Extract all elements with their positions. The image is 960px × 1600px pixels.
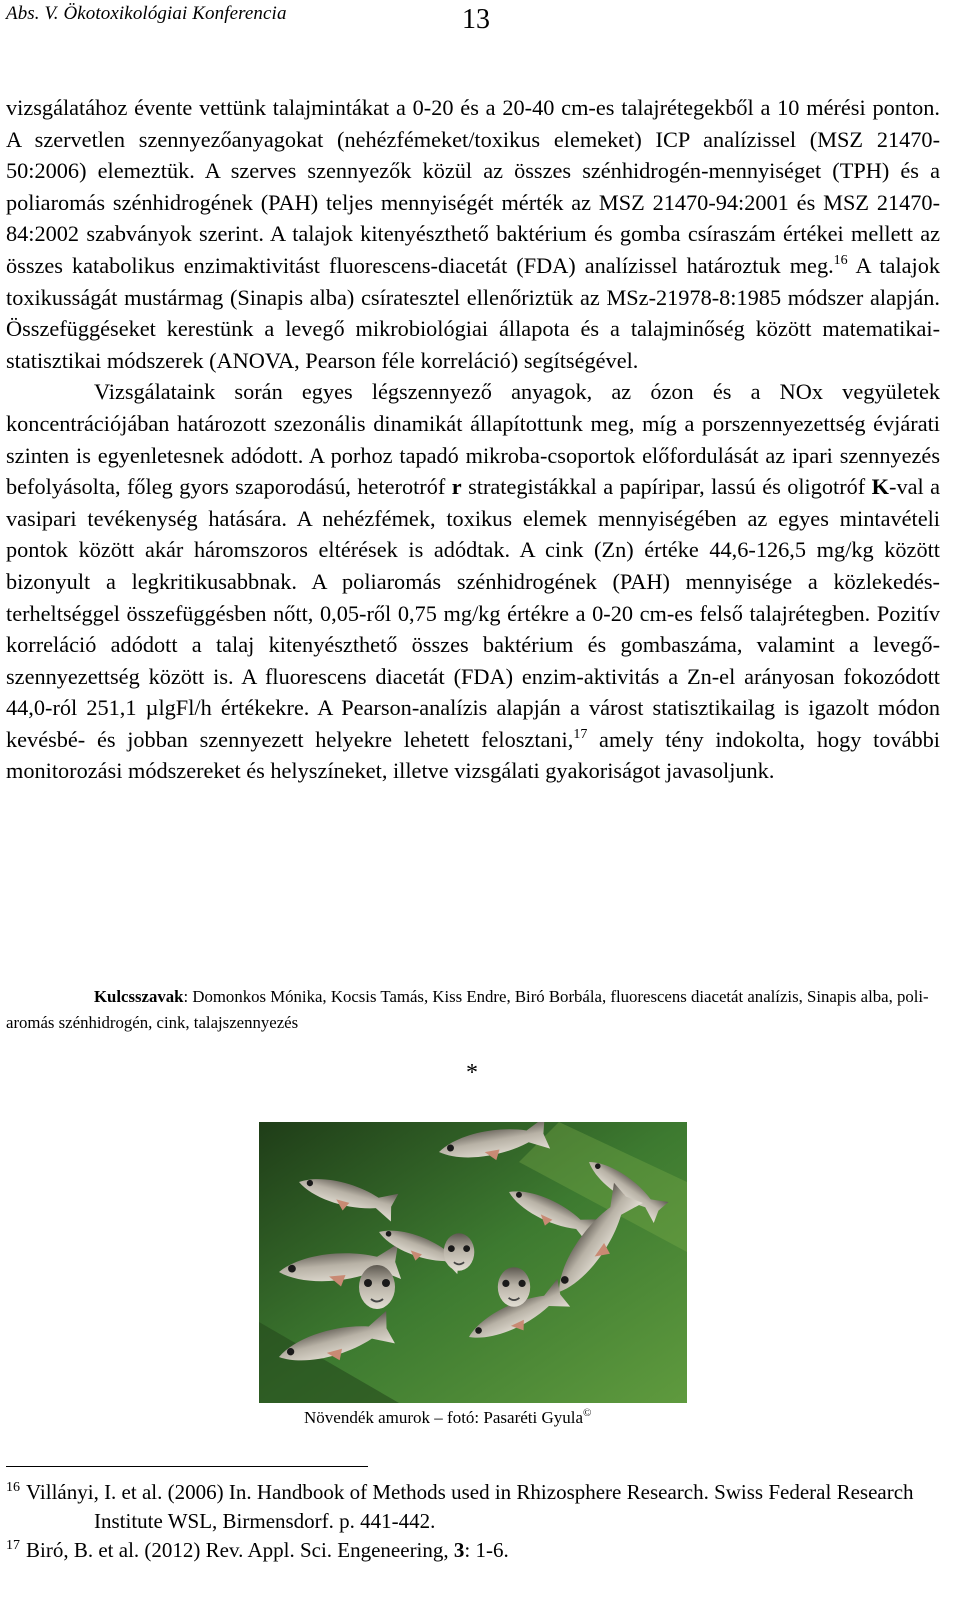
running-head: Abs. V. Ökotoxikológiai Konferencia bbox=[6, 3, 287, 24]
footnote-divider bbox=[6, 1466, 368, 1467]
footnote-ref-17[interactable]: 17 bbox=[573, 726, 588, 742]
copyright-symbol: © bbox=[583, 1407, 592, 1419]
footnote-17: 17 Biró, B. et al. (2012) Rev. Appl. Sci. Engeneering, 3: 1-6. bbox=[6, 1538, 509, 1562]
paragraph-results bbox=[6, 376, 940, 787]
keywords bbox=[6, 984, 946, 1036]
paragraph-results-text-2: strategistákkal a papíripar, lassú és oligotróf bbox=[461, 474, 872, 500]
figure-caption-text: Növendék amurok – fotó: Pasaréti Gyula bbox=[304, 1408, 584, 1427]
footnote-16: 16 Villányi, I. et al. (2006) In. Handbook of Methods used in Rhizosphere Research. Swiss Federal Research Institute WSL, Birmensdorf. p. 441-442. bbox=[6, 1480, 914, 1533]
section-separator: * bbox=[466, 1060, 478, 1086]
keywords-label: Kulcsszavak bbox=[94, 987, 184, 1006]
k-strategist-symbol: K bbox=[871, 474, 890, 500]
paragraph-methods-text: vizsgálatához évente vettünk talajmintákat a 0-20 és a 20-40 cm-es talajrétegekből a 10 mérési ponton. A szervetlen szennyezőanyagokat (nehézfémeket/toxikus elemeket) ICP analízissel (MSZ 21470-50:2006) elemeztük. A szerves szennyezők közül az összes szénhidrogén-mennyiséget (TPH) és a poliaromás szénhidrogének (PAH) teljes mennyiségét mérték az MSZ 21470-94:2001 és MSZ 21470-84:2002 szabványok szerint. A talajok kitenyészthető baktérium és gomba csíraszám értékei mellett az összes katabolikus enzimaktivitást fluorescens-diacetát (FDA) analízissel határoztuk meg. bbox=[6, 95, 940, 278]
fish-photo-illustration bbox=[259, 1122, 687, 1403]
footnotes bbox=[6, 1478, 946, 1565]
fish-photo bbox=[259, 1122, 687, 1403]
paragraph-methods-text-cont: A talajok toxikusságát mustármag (Sinapis alba) csíratesztel ellenőriztük az MSz-21978-8:1985 módszer alapján. Összefüggéseket kerestünk a levegő mikrobiológiai állapota és a talajminőség között matematikai-statisztikai módszerek (ANOVA, Pearson féle korreláció) segítségével. bbox=[6, 252, 940, 373]
footnote-pages: : 1-6. bbox=[464, 1538, 509, 1562]
page-number: 13 bbox=[462, 4, 490, 35]
paragraph-results-text: Vizsgálataink során egyes légszennyező anyagok, az ózon és a NOx vegyületek koncentrációjában határozott szezonális dinamikát állapítottunk meg, míg a porszennyezettség évjárati szinten is egyenletesnek adódott. A porhoz tapadó mikroba-csoportok előfordulását az ipari szennyezés befolyásolta, főleg gyors szaporodású, heterotróf bbox=[6, 379, 940, 500]
footnote-text: Villányi, I. et al. (2006) In. Handbook of Methods used in Rhizosphere Research. Swiss Federal Research Institute WSL, Birmensdorf. p. 441-442. bbox=[26, 1480, 914, 1533]
figure-caption bbox=[304, 1408, 591, 1428]
paragraph-methods bbox=[6, 92, 940, 376]
footnote-volume: 3 bbox=[453, 1538, 465, 1562]
footnote-ref-16[interactable]: 16 bbox=[833, 252, 848, 268]
footnote-text: Biró, B. et al. (2012) Rev. Appl. Sci. Engeneering, bbox=[26, 1538, 454, 1562]
paragraph-results-text-3: -val a vasipari tevékenység hatására. A nehézfémek, toxikus elemek mennyiségében az egyes mintavételi pontok között akár háromszoros eltérések is adódtak. A cink (Zn) értéke 44,6-126,5 mg/kg között bizonyult a legkritikusabbnak. A poliaromás szénhidrogének (PAH) mennyisége a közlekedés-terheltséggel összefüggésben nőtt, 0,05-ről 0,75 mg/kg értékre a 0-20 cm-es felső talajrétegben. Pozitív korreláció adódott a talaj kitenyészthető összes baktérium és gombaszáma, valamint a levegő-szennyezettség között is. A fluorescens diacetát (FDA) enzim-aktivitás a Zn-el arányosan fokozódott 44,0-ról 251,1 µlgFl/h értékekre. A Pearson-analízis alapján a várost statisztikailag is igazolt módon kevésbé- és jobban szennyezett helyekre lehetett felosztani, bbox=[6, 474, 941, 752]
body-text bbox=[6, 92, 940, 787]
keywords-text: : Domonkos Mónika, Kocsis Tamás, Kiss Endre, Biró Borbála, fluorescens diacetát analízis, Sinapis alba, poli-aromás szénhidrogén, cink, talajszennyezés bbox=[6, 987, 929, 1032]
r-strategist-symbol: r bbox=[451, 474, 462, 500]
paragraph-results-text-4: amely tény indokolta, hogy további monitorozási módszereket és helyszíneket, illetve vizsgálati gyakoriságot javasoljunk. bbox=[6, 726, 940, 784]
